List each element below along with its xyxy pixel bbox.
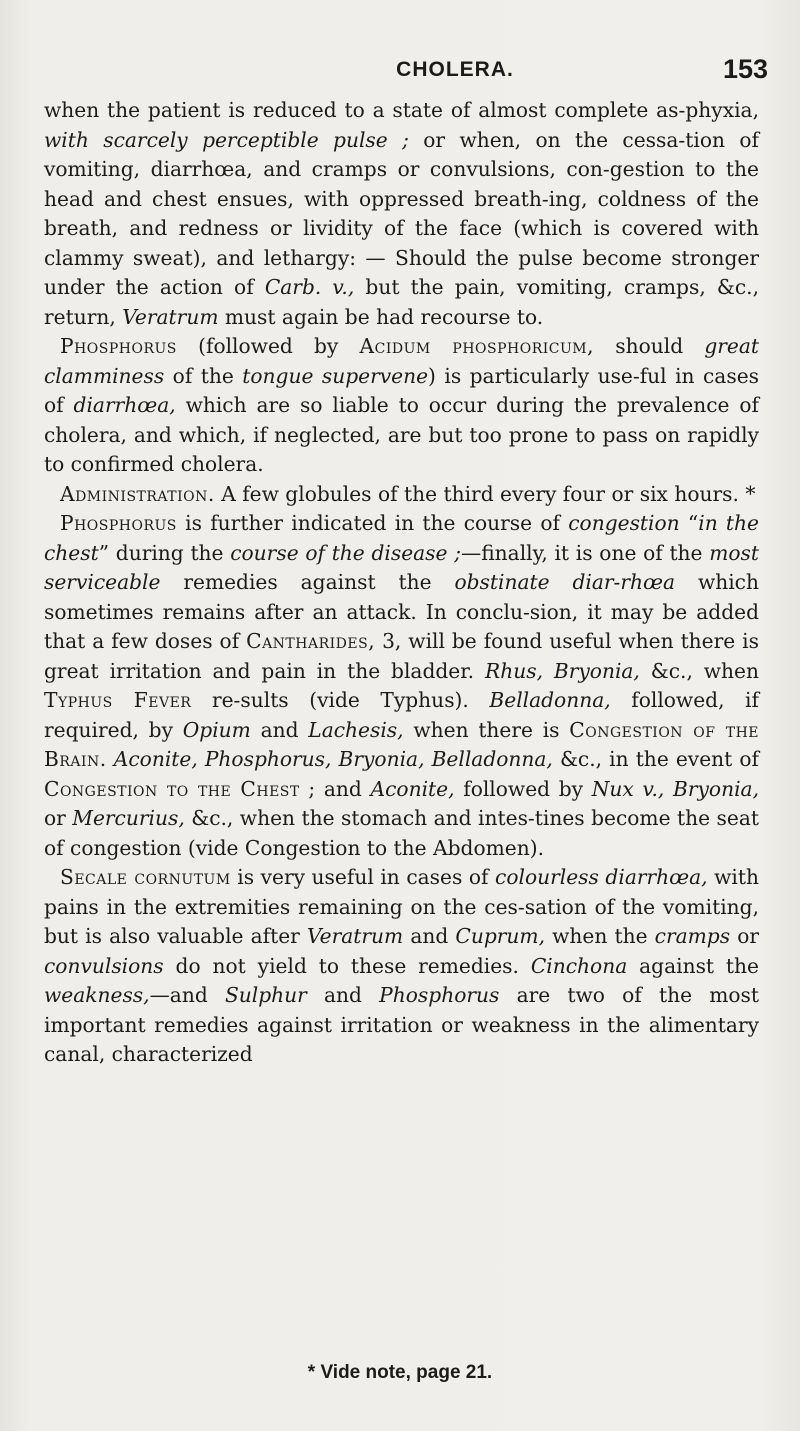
text-run: do not yield to these remedies. [163,953,531,978]
text-run: or [44,806,73,830]
italic-run: Cuprum, [455,924,545,948]
text-run: &c., when [639,658,759,683]
text-run: ; and [299,776,371,801]
text-run: A few globules of the third every four or six hours. * [214,481,756,506]
italic-run: Rhus, Bryonia, [485,658,640,683]
italic-run: weakness, [44,983,150,1007]
italic-run: Sulphur [224,983,307,1007]
text-run: and [306,983,380,1007]
italic-run: convulsions [44,953,164,978]
text-run: remedies against the [160,570,455,594]
text-run: ” during the [98,540,231,565]
italic-run: obstinate diar-rhœa [454,570,676,594]
body-text [44,96,759,1070]
small-caps-run: Congestion to the Chest [44,776,300,801]
text-run: which are so liable to occur during the prevalence of cholera, and which, if neglected, are but too prone to pass on rapidly to confirmed cholera. [44,393,759,476]
text-run: or when, on the cessa-tion of vomiting, diarrhœa, and cramps or convulsions, con-gestion to the head and chest ensues, with oppressed breath-ing, coldness of the breath, and redness or lividity of the face (which is covered with clammy sweat), and lethargy: — Should the pulse become stronger under the action of [44,127,759,299]
text-run: is further indicated in the course of [176,511,569,535]
text-run: which sometimes remains after an attack. In conclu-sion, it may be added that a few doses of [44,570,759,653]
running-head: CHOLERA. [396,58,514,81]
text-run: and [250,717,309,742]
text-run: ) is particularly use-ful in cases of [44,363,759,417]
text-run: —and [149,983,225,1007]
italic-run: great clamminess [44,334,760,388]
text-run: against the [627,953,759,978]
small-caps-run: Phosphorus [60,511,177,535]
small-caps-run: Phosphorus [60,334,177,358]
text-run: &c., when the stomach and intes-tines become the seat of congestion (vide Congestion to the Abdomen). [44,806,759,860]
italic-run: Veratrum [306,924,404,948]
italic-run: Nux v., Bryonia, [591,776,759,801]
italic-run: diarrhœa, [73,393,176,417]
text-run: 3, will be found useful when there is great irritation and pain in the bladder. [44,629,759,683]
italic-run: Mercurius, [72,806,185,830]
italic-run: Lachesis, [308,717,404,742]
italic-run: Opium [182,717,251,742]
text-run: are two of the most important remedies against irritation or weakness in the alimentary canal, characterized [44,983,759,1066]
text-run: (followed by [176,334,360,358]
footnote: * Vide note, page 21. [307,1362,493,1383]
text-run: —finally, it is one of the [461,540,710,565]
text-run: followed, if required, by [44,688,759,742]
text-run: &c., in the event of [552,747,759,771]
paragraph-secale-cornutum [44,863,759,1070]
italic-run: Aconite, [370,776,455,801]
text-run: when the [545,924,655,948]
page-header [40,54,770,88]
small-caps-run: Acidum phosphoricum, [359,334,595,358]
italic-run: with scarcely perceptible pulse ; [44,127,409,152]
small-caps-run: Secale cornutum [60,865,231,889]
italic-run: Belladonna, [489,688,611,712]
text-run [107,747,114,771]
italic-run: cramps [654,924,731,948]
small-caps-run: Congestion of the Brain. [44,717,760,771]
text-run: with pains in the extremities remaining on the ces-sation of the vomiting, but is also valuable after [44,865,759,948]
italic-run: Phosphorus [379,983,500,1007]
text-run: “ [679,511,699,535]
italic-run: most serviceable [44,540,759,594]
paragraph-continuation [44,96,759,332]
italic-run: Carb. v., [264,275,355,299]
italic-run: colourless diarrhœa, [495,865,708,889]
small-caps-run: Administration. [60,481,215,506]
small-caps-run: Cantharides, [246,629,376,653]
text-run: when there is [403,717,570,742]
paragraph-phosphorus-further [44,509,759,863]
text-run: but the pain, vomiting, cramps, &c., return, [44,275,759,329]
italic-run: congestion [568,511,680,535]
italic-run: course of the disease ; [230,540,462,565]
text-run: followed by [454,776,592,801]
italic-run: tongue supervene [242,363,429,388]
page-number: 153 [722,54,768,84]
text-run: and [403,924,456,948]
italic-run: in the chest [44,511,759,565]
text-run: must again be had recourse to. [218,304,544,329]
text-run: re-sults (vide Typhus). [191,688,490,712]
text-run: is very useful in cases of [230,865,496,889]
small-caps-run: Typhus Fever [44,688,192,712]
italic-run: Aconite, Phosphorus, Bryonia, Belladonna, [113,747,553,771]
text-run: or [730,924,760,948]
text-run: of the [164,363,243,388]
paragraph-phosphorus [44,332,759,480]
italic-run: Cinchona [530,953,628,978]
text-run: when the patient is reduced to a state of almost complete as-phyxia, [44,98,759,122]
paragraph-administration [44,480,759,510]
text-run: should [594,334,705,358]
italic-run: Veratrum [122,304,219,329]
